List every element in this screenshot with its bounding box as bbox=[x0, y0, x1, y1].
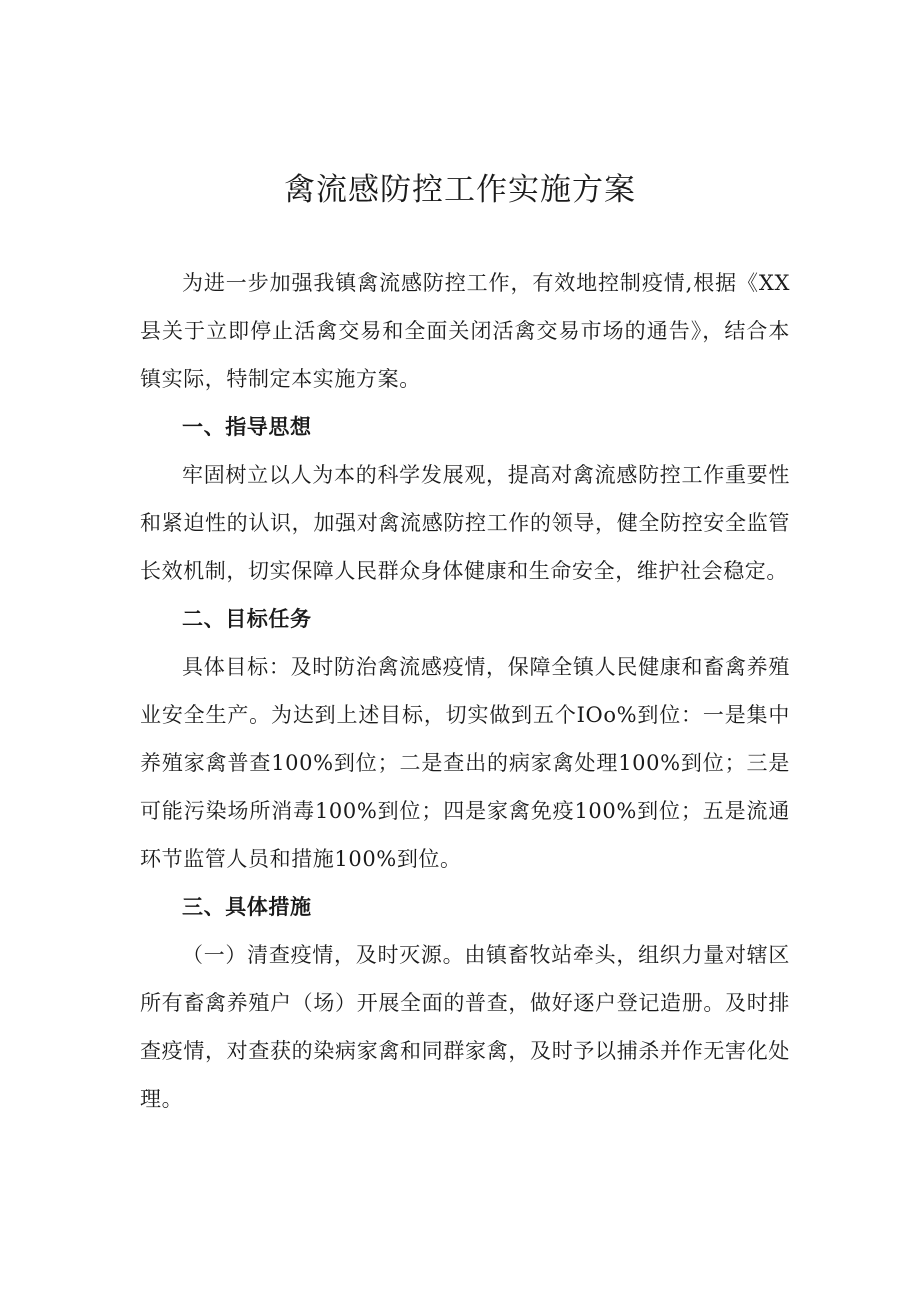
section-heading-goals: 二、目标任务 bbox=[182, 607, 312, 631]
section-paragraph-guiding-ideology: 牢固树立以人为本的科学发展观，提高对禽流感防控工作重要性和紧迫性的认识，加强对禽流感防控工作的领导，健全防控安全监管长效机制，切实保障人民群众身体健康和生命安全，维护社会稳定。 bbox=[140, 463, 790, 583]
intro-paragraph: 为进一步加强我镇禽流感防控工作，有效地控制疫情,根据《XX县关于立即停止活禽交易和全面关闭活禽交易市场的通告》，结合本镇实际，特制定本实施方案。 bbox=[140, 271, 790, 391]
section-heading-measures: 三、具体措施 bbox=[182, 895, 312, 919]
document-body bbox=[140, 259, 790, 1123]
section-heading-guiding-ideology: 一、指导思想 bbox=[182, 415, 312, 439]
document-title: 禽流感防控工作实施方案 bbox=[284, 172, 636, 208]
section-paragraph-measures: （一）清查疫情，及时灭源。由镇畜牧站牵头，组织力量对辖区所有畜禽养殖户（场）开展全面的普查，做好逐户登记造册。及时排查疫情，对查获的染病家禽和同群家禽，及时予以捕杀并作无害化处理。 bbox=[140, 943, 790, 1111]
section-paragraph-goals: 具体目标：及时防治禽流感疫情，保障全镇人民健康和畜禽养殖业安全生产。为达到上述目标，切实做到五个IOo%到位：一是集中养殖家禽普查100%到位；二是查出的病家禽处理100%到位；三是可能污染场所消毒100%到位；四是家禽免疫100%到位；五是流通环节监管人员和措施100%到位。 bbox=[140, 655, 790, 871]
